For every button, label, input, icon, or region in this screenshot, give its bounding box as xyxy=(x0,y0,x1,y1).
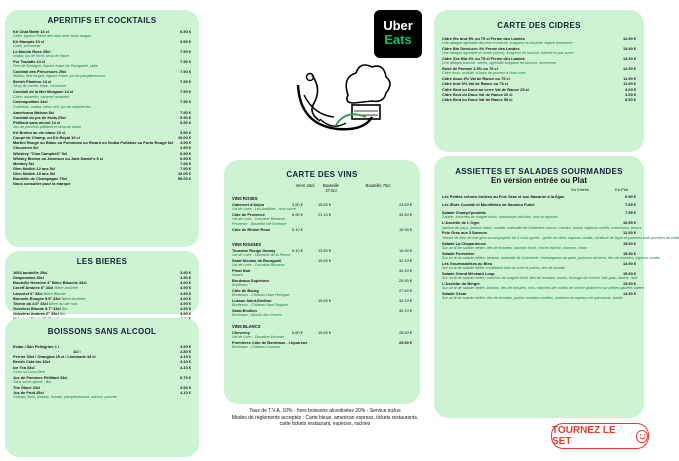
table-row: Cabernet d'Anjou 3.50 € 15.50 € 23.50 € xyxy=(232,202,412,207)
wine-desc: Val de Loire - Domaine de la Renne xyxy=(232,253,291,258)
list-item: Lancelot 6° 33cl Bière Blonde 4.90 € xyxy=(13,290,191,296)
item-desc: Malibu, fruit rouges, liqueur fraise, jus de pamplemousse xyxy=(13,74,106,79)
vins-title: CARTE DES VINS xyxy=(286,170,358,179)
item-desc: Sur un lit de salade mêlée, lardons, andouille de Guéméné, champignons de paris, pommes de terre, dés de tomates, oignons confits xyxy=(442,255,660,260)
item-desc: Sur un lit de salade mêlée, dés de tomates, poulet, tomates confites, croûtons et copeaux de parmesan, basilic xyxy=(442,295,623,300)
item-desc: Cidre, amaretto, caramel amaretto xyxy=(13,94,70,99)
footer-legal xyxy=(230,408,420,428)
vins-section-rouges: VINS ROUGES xyxy=(232,242,262,247)
item-desc: Une attaque agréable discrète et fraîche, longueur en bouche, légère amertume xyxy=(442,41,573,46)
vins-col-bouteille-375: Bouteille 37.5cl xyxy=(322,183,340,193)
list-item: Evian / San Pellegrino 1 l 4.90 € xyxy=(13,344,191,349)
list-item: Cidre doux 3% Val de Rance ou 75 cl 11.90 € xyxy=(442,76,636,82)
item-desc: Cidre, liqueur Fraise des bois avec fruits rouges xyxy=(13,34,92,39)
wine-desc: Bordeaux xyxy=(232,283,248,288)
list-item: Cidre brut 5% Val de Rance ou 75 cl 11.90 € xyxy=(442,81,636,87)
list-item: Perrier 33cl / Orangina 25 cl / Limonade 33 cl 4.10 € xyxy=(13,354,191,360)
list-item: Les Gourmandises au Bleu 14.90 € xyxy=(442,260,636,266)
panel-assiettes xyxy=(434,156,679,418)
list-item: Kir Marquis 10 cl 4.90 € xyxy=(13,39,191,45)
list-item: Cidre fils brut 5% ou 75 cl Ferme des Landes 12.90 € xyxy=(442,36,636,41)
item-desc: Cidre doux, acidulé, à base de pomme à chair rose xyxy=(442,71,526,76)
item-desc: Une attaque franche, sèche, agréable longueur en bouche, amertume xyxy=(442,61,556,66)
col-plat: En Plat xyxy=(615,187,628,192)
vins-col-bouteille-75: Bouteille 75cl xyxy=(365,183,391,188)
list-item: Glen fiddich 12 ans 5cl 7.90 € xyxy=(13,165,191,171)
chef-hat-illustration-icon xyxy=(290,55,390,145)
list-item: Coreff Ambrée 6° 33cl Bière Ambrée 4.90 € xyxy=(13,285,191,291)
list-item: Kir Chat Botté 14 cl 6.50 € xyxy=(13,29,191,34)
aperitifs-title: APERITIFS ET COCKTAILS xyxy=(47,16,157,25)
list-item: Les Œufs Cocotte et Mouillettes de Saumon Fumé 7.65 € xyxy=(442,202,636,208)
item-desc: jambon de pays, jambon blanc, rosette, andouille de Guéméné, bacon, chorizo, toasts, oignons confits, cornichons, beurre xyxy=(442,225,642,230)
list-item: Kir Breton au vin blanc 10 cl 3.90 € xyxy=(13,129,191,135)
list-item: 1664 bouteille 25cl 3.90 € xyxy=(13,270,191,275)
list-item: Cidre Brut ou Doux au verre Val de Rance 15 cl 3.60 € xyxy=(442,86,636,92)
wine-desc: Val de Loire - Domaine Bruneau xyxy=(232,263,285,268)
turn-page-label: TOURNEZ LE SET xyxy=(552,425,616,447)
item-desc: Jus de pommes pétillant et sirop de fraise xyxy=(13,124,82,129)
list-item: Breizh Planteur 14 cl 7.90 € xyxy=(13,79,191,85)
wine-desc: Bordeaux - Château Haut Pagaud xyxy=(232,303,288,308)
table-row: Saint-Emilion 40.10 € xyxy=(232,308,412,313)
list-item: Coupe de Champ. ou Kir Royal 10 cl 10.00 € xyxy=(13,135,191,141)
list-item: Cidre Bio Demi-sec 4% Ferme des Landes 13.90 € xyxy=(442,46,636,52)
table-row: Cheverny 6.80 € 19.50 € 28.50 € xyxy=(232,330,412,335)
table-row: Pinot Noir 34.10 € xyxy=(232,268,412,273)
footer-line-2: Modes de règlements acceptés : Carte bleue, american express, tickets restaurants, carte tickets restaurant, espèces, racines xyxy=(231,414,419,427)
logo-line-2: Eats xyxy=(384,32,412,47)
item-desc: Cidre, pommeau xyxy=(13,44,41,49)
list-item: Cocktail de la Mer Morgane 14 cl 7.90 € xyxy=(13,89,191,95)
boissons-title: BOISSONS SANS ALCOOL xyxy=(47,327,157,336)
panel-bieres xyxy=(5,251,199,317)
wine-desc: Bordeaux - Moulin des Graves xyxy=(232,313,282,318)
list-item: Whiskey "Clan Campbell" 5cl 6.90 € xyxy=(13,150,191,156)
wine-desc: Bordeaux - Château Haut Peringue xyxy=(232,293,290,298)
list-item: Volcelest Ambrée 6° 33cl Bio 4.90 € xyxy=(13,311,191,317)
list-item: 1/2 l 2.80 € xyxy=(73,349,191,355)
table-row: Côte de Bourg 27.50 € xyxy=(232,288,412,293)
panel-boissons xyxy=(5,318,199,457)
item-desc: Sur un lit de salade mêlée, dés de tomates, saumon fumé, crème fraîche, saumon, citron xyxy=(442,245,588,250)
vins-column-headers xyxy=(232,183,412,193)
turn-page-button[interactable] xyxy=(551,423,649,449)
list-item: Breizh Cola bio 33cl 4.10 € xyxy=(13,359,191,365)
list-item: Salade Champi'poulette 7.95 € xyxy=(442,210,636,216)
list-item: The Glacé 33cl 3.50 € xyxy=(13,384,191,390)
list-item: Salade Forestière 15.90 € xyxy=(442,250,636,256)
cidres-title: CARTE DES CIDRES xyxy=(497,21,581,30)
wine-desc: Val de Loire - Les Andillais - rosé sucré xyxy=(232,207,296,212)
list-item: Americano Maison 8cl 7.90 € xyxy=(13,109,191,115)
item-desc: Fine de Bretagne, liqueur fraise de Plougastel, cidre xyxy=(13,64,98,69)
list-item: Bouteille de Champagne 75cl 59.00 € xyxy=(13,176,191,182)
bieres-title: LES BIERES xyxy=(76,257,128,266)
smiley-icon xyxy=(636,430,648,443)
list-item: Cidre Brut ou Doux Val de Rance 20 cl 4.50 € xyxy=(442,91,636,97)
wine-desc: Provence - Bouteille Vie Ernfraye xyxy=(232,222,287,226)
list-item: Glen fiddich 15 ans 5cl 10.00 € xyxy=(13,171,191,177)
list-item: Chouchen 5cl 4.90 € xyxy=(13,145,191,151)
list-item: Salade Grand Méchant Loup 15.90 € xyxy=(442,270,636,276)
wine-desc: Val de Loire - Domaine Meunier xyxy=(232,335,284,340)
list-item: Foie Gras aux 3 Saveurs 12.55 € xyxy=(442,230,636,236)
item-desc: Orange, litchi, ananas, tomate, pamplemousse, abricot, pomme xyxy=(13,395,117,400)
vins-col-verre: Verre 15cl xyxy=(295,183,315,188)
table-row: Touraine Rouge Gamay 5.10 € 13.50 € 19.90 € xyxy=(232,248,412,253)
list-item: Salade La Chapardeuse 15.90 € xyxy=(442,240,636,246)
list-item: Cidre Sec Bio 6% ou 75 cl Ferme des Landes 13.90 € xyxy=(442,56,636,62)
list-item: L'Assiette de L'Ogre 10.95 € xyxy=(442,220,636,226)
list-item: Cocktail des Princesses 25cl 7.90 € xyxy=(13,69,191,75)
vins-section-roses: VINS ROSES xyxy=(232,196,258,201)
logo-line-1: Uber xyxy=(383,18,413,33)
table-row: Lussac Saint-Emilion 19.50 € 34.10 € xyxy=(232,298,412,303)
panel-vins xyxy=(224,160,420,404)
list-item: Por Toutatis 14 cl 7.90 € xyxy=(13,59,191,65)
vins-section-blancs: VINS BLANCS xyxy=(232,324,261,329)
list-item: Cocktail du jus de fruits 25cl 5.90 € xyxy=(13,114,191,120)
list-item: Desperados 33cl 4.90 € xyxy=(13,275,191,281)
col-entree: En Entrée xyxy=(571,187,590,192)
uber-eats-logo xyxy=(374,10,422,58)
item-desc: Salade, tranches de magret fumé, framboises fraîches, noix et oignons xyxy=(442,215,558,220)
item-desc: Sur un lit de salade mêlée, tranches de magret fumé, dés de tomates, toasts, fromage de chèvre, foie gras, raisins, noix xyxy=(442,275,638,280)
list-item: Cosmopolitan 14cl 7.90 € xyxy=(13,99,191,105)
assiettes-title: ASSIETTES ET SALADES GOURMANDES xyxy=(455,167,623,176)
table-row: Côte de Rhône Rosé 5.10 € 19.90 € xyxy=(232,226,412,232)
list-item: Jus de Pommes Pétillant 33cl 5.70 € xyxy=(13,374,191,380)
item-desc: Terrine de bloc de foie gras accompagnée de 3 choix garnis : gelée de cidre, oignons confits, confiture de figue et pommes frais pochées au cidre xyxy=(442,235,679,240)
panel-aperitifs xyxy=(5,10,199,247)
list-item: Whisky Breton ou Jameson ou Jack Daniel's 5 cl 6.90 € xyxy=(13,155,191,161)
list-item: Ice Tea 33cl 4.10 € xyxy=(13,364,191,370)
list-item: L'Assiette du Berger 15.90 € xyxy=(442,280,636,286)
list-item: Cidre Brut ou Doux Val de Rance 50 cl 8.50 € xyxy=(442,96,636,102)
item-desc: Sirop de canne, rhum, chouchen xyxy=(13,84,67,89)
item-desc: Une attaque agréable et ronde (sucre), longueur en bouche, fraîche et pas sucré xyxy=(442,51,574,56)
list-item: Martini Rouge ou Blanc ou Pommeau ou Ricard ou Vodka Poliakov ou Porto Rouge 6cl 4.90 € xyxy=(13,140,191,146)
assiettes-column-headers xyxy=(442,187,628,192)
list-item: Volcelest Blonde 5.7° 33cl Bio 4.90 € xyxy=(13,306,191,312)
panel-cidres xyxy=(434,10,644,152)
list-item: Bouteille Hermine 4° Bière Blanche 33cl 4.90 € xyxy=(13,280,191,286)
aperitifs-list xyxy=(13,29,191,187)
aperitifs-note: Nous consulter pour la marque xyxy=(13,181,71,187)
list-item: Rosé de Pomme 2.5% ou 75 cl 12.90 € xyxy=(442,66,636,72)
list-item: Salade César 14.90 € xyxy=(442,290,636,296)
list-item: Bonnets Rouges 5.5° 33cl Bière Ambrée 4.90 € xyxy=(13,295,191,301)
list-item: Le Moulin Rose 25cl 7.90 € xyxy=(13,49,191,55)
item-desc: Vodka, jus de litchi, sirop de fraise xyxy=(13,54,69,59)
assiettes-subtitle: En version entrée ou Plat xyxy=(490,176,588,185)
wine-desc: Bordeaux - Château Couteau xyxy=(232,345,280,350)
list-item: Pétillant sans alcool 14 cl 5.90 € xyxy=(13,119,191,125)
item-desc: Sans sucre ajouté - Bio xyxy=(13,379,52,384)
wine-desc: Alsace xyxy=(232,273,244,278)
item-desc: Sur un lit de salade mêlée, lardons, dés de tomates, noix, tranches de confits de chèvre gratinées sur petites gaufres salées xyxy=(442,285,645,290)
footer-line-1: Taux de T.V.A. 10% - hors boissons alcoolisées 20% - Service inclus xyxy=(249,408,401,414)
table-row: Saint Nicolas de Bourgueil 19.50 € 32.10 € xyxy=(232,258,412,263)
table-row: Premières Côte de Bordeaux - Liquoreux 29.50 € xyxy=(232,340,412,345)
list-item: Jus de Fruit 25cl 4.10 € xyxy=(13,389,191,395)
list-item: Monkey 5cl 7.90 € xyxy=(13,160,191,166)
item-desc: Coca ou Coca Zéro xyxy=(13,369,45,374)
wine-desc: Val de Loire - Domaine Brisseau xyxy=(232,217,285,222)
table-row: Bordeaux Supérieur 25.90 € xyxy=(232,278,412,283)
item-desc: Cointreau, vodka, citron vert, jus de cranberries xyxy=(13,104,91,109)
table-row: Côte de Provence 6.90 € 21.10 € 33.50 € xyxy=(232,212,412,217)
list-item: Telenn du 4.5° 33cl Bière au blé noir 4.90 € xyxy=(13,300,191,306)
item-desc: Sur un lit de salade mêlée croûtillants bleu au miel et poires, dés de tomate xyxy=(442,265,565,270)
list-item: Les Petites crêmes brûlées au Foie Gras et son Macaron à la figue 6.90 € xyxy=(442,194,636,199)
